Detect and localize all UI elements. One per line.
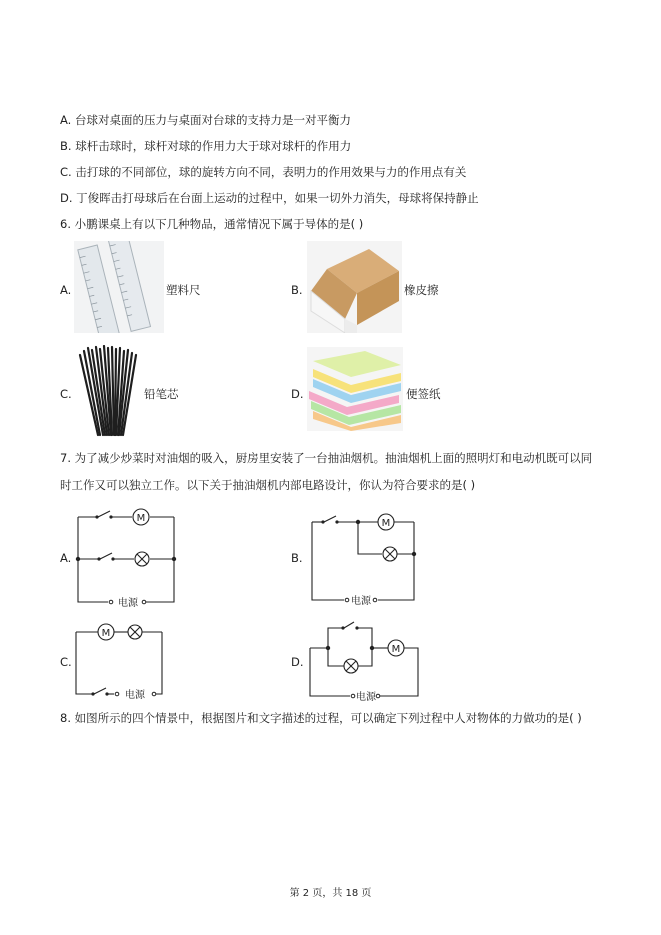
power-label-c: 电源 — [125, 690, 145, 700]
power-label-a: 电源 — [118, 598, 138, 607]
q6-option-b-letter: B. — [291, 283, 303, 297]
q5-option-a: A. 台球对桌面的压力与桌面对台球的支持力是一对平衡力 — [60, 113, 351, 127]
q6-option-c-label: 铅笔芯 — [144, 387, 179, 401]
eraser-image — [307, 241, 402, 333]
q5-option-b: B. 球杆击球时，球杆对球的作用力大于球对球杆的作用力 — [60, 139, 352, 153]
q6-option-a-label: 塑料尺 — [166, 283, 201, 297]
power-label-b: 电源 — [351, 596, 371, 607]
q6-option-d-label: 便签纸 — [406, 387, 441, 401]
motor-symbol-b: M — [381, 518, 391, 529]
pencil-lead-image — [74, 345, 140, 437]
q6-option-d-letter: D. — [291, 387, 304, 401]
page-footer: 第 2 页，共 18 页 — [289, 888, 372, 899]
q6-stem: 6. 小鹏课桌上有以下几种物品，通常情况下属于导体的是( ) — [60, 217, 364, 231]
q6-option-a-letter: A. — [60, 283, 72, 297]
circuit-diagram-c — [72, 618, 168, 700]
sticky-notes-image — [307, 347, 403, 431]
q7-stem-line1: 7. 为了减少炒菜时对油烟的吸入，厨房里安装了一台抽油烟机。抽油烟机上面的照明灯和电动机既可以同 — [60, 451, 593, 465]
q7-option-d-letter: D. — [291, 655, 304, 669]
motor-symbol-d: M — [391, 644, 401, 655]
q5-option-c: C. 击打球的不同部位，球的旋转方向不同，表明力的作用效果与力的作用点有关 — [60, 165, 467, 179]
ruler-image — [74, 241, 164, 333]
motor-symbol-a: M — [136, 513, 146, 524]
power-label-d: 电源 — [356, 692, 376, 703]
circuit-diagram-a — [74, 505, 178, 607]
circuit-diagram-d — [306, 614, 424, 704]
circuit-diagram-b — [308, 508, 420, 608]
q6-option-c-letter: C. — [60, 387, 72, 401]
q7-option-c-letter: C. — [60, 655, 72, 669]
q7-stem-line2: 时工作又可以独立工作。以下关于抽油烟机内部电路设计，你认为符合要求的是( ) — [60, 478, 476, 492]
q5-option-d: D. 丁俊晖击打母球后在台面上运动的过程中，如果一切外力消失，母球将保持静止 — [60, 191, 479, 205]
q7-option-b-letter: B. — [291, 551, 303, 565]
motor-symbol-c: M — [101, 628, 111, 639]
q8-stem: 8. 如图所示的四个情景中，根据图片和文字描述的过程，可以确定下列过程中人对物体的力做功的是( ) — [60, 711, 582, 725]
q7-option-a-letter: A. — [60, 551, 72, 565]
q6-option-b-label: 橡皮擦 — [404, 283, 439, 297]
